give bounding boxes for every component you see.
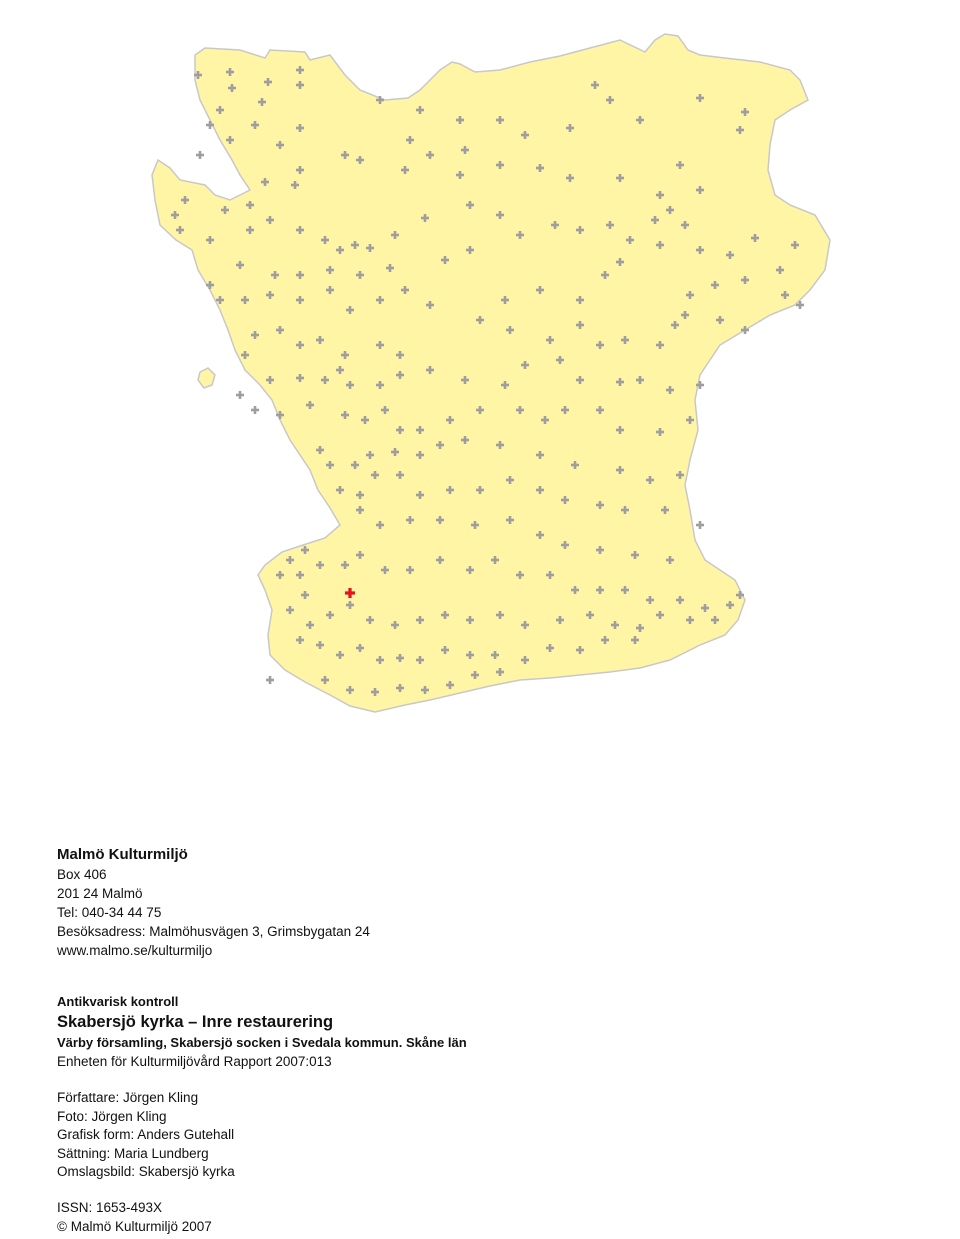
credit-cover: Omslagsbild: Skabersjö kyrka [57, 1164, 235, 1179]
report-block [57, 993, 917, 1071]
report-subtitle: Värby församling, Skabersjö socken i Svedala kommun. Skåne län [57, 1035, 467, 1050]
church-marker [696, 521, 704, 529]
church-marker [196, 151, 204, 159]
org-visit-address: Besöksadress: Malmöhusvägen 3, Grimsbygatan 24 [57, 924, 370, 939]
issn-block [57, 1199, 917, 1236]
church-marker [251, 406, 259, 414]
report-title: Skabersjö kyrka – Inre restaurering [57, 1013, 334, 1031]
credit-photo: Foto: Jörgen Kling [57, 1108, 167, 1124]
credit-author: Författare: Jörgen Kling [57, 1090, 199, 1105]
issn-number: ISSN: 1653-493X [57, 1200, 163, 1215]
church-marker [236, 391, 244, 399]
credit-typeset: Sättning: Maria Lundberg [57, 1145, 209, 1161]
org-website: www.malmo.se/kulturmiljo [57, 943, 213, 958]
church-marker [266, 676, 274, 684]
org-name: Malmö Kulturmiljö [57, 846, 188, 863]
org-phone: Tel: 040-34 44 75 [57, 905, 162, 920]
skane-island-ven [198, 368, 215, 388]
report-series: Antikvarisk kontroll [57, 994, 179, 1009]
contact-block [57, 844, 917, 960]
skane-land-outline [152, 34, 830, 712]
org-box: Box 406 [57, 867, 107, 882]
credits-block [57, 1089, 917, 1182]
copyright-notice: © Malmö Kulturmiljö 2007 [57, 1218, 212, 1234]
credit-design: Grafisk form: Anders Gutehall [57, 1127, 235, 1142]
report-number: Enheten för Kulturmiljövård Rapport 2007:013 [57, 1054, 332, 1069]
org-postal: 201 24 Malmö [57, 886, 143, 901]
